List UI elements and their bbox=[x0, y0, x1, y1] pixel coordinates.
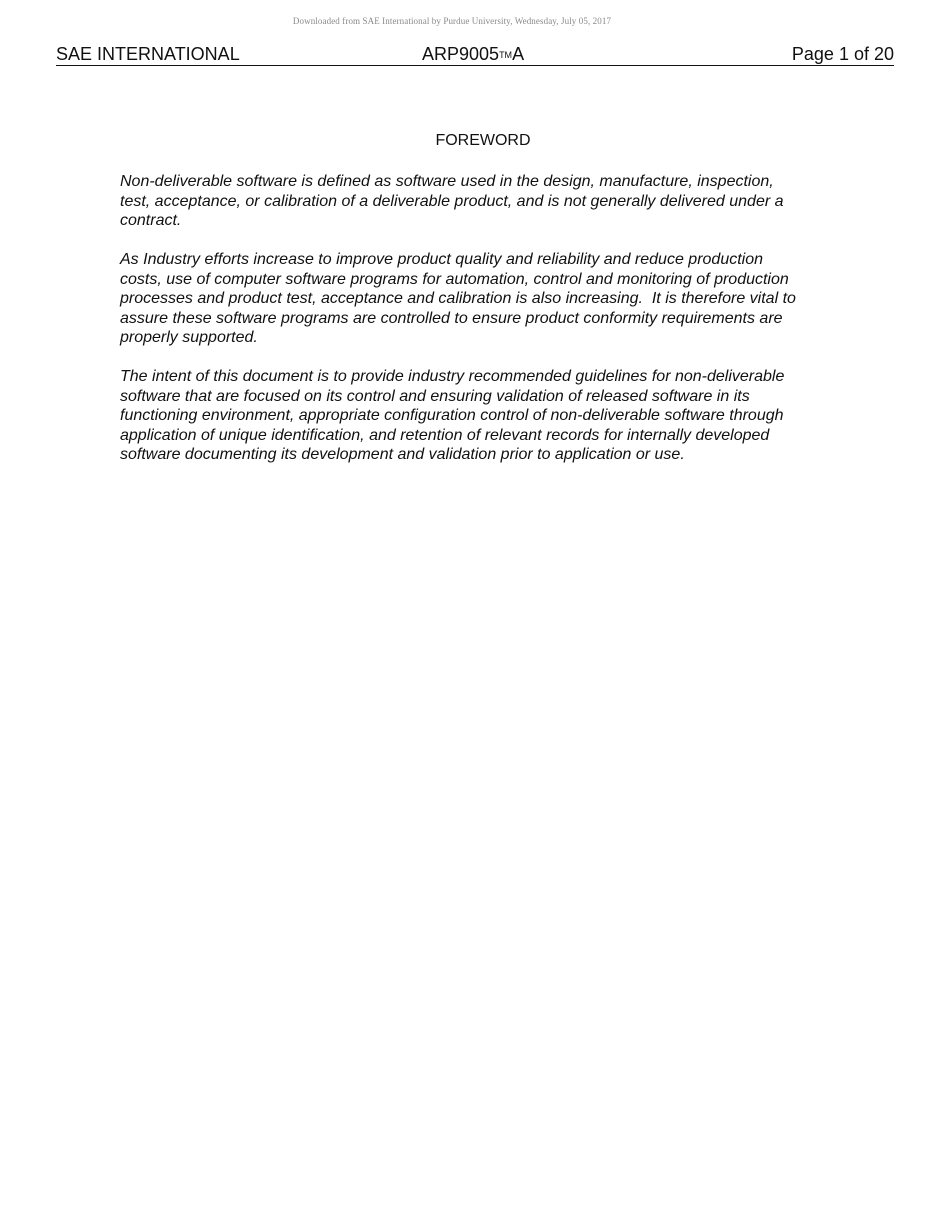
running-header bbox=[56, 44, 894, 66]
paragraph-line: Non-deliverable software is defined as software used in the design, manufacture, inspection, bbox=[120, 173, 774, 190]
paragraph-line: functioning environment, appropriate configuration control of non-deliverable software through bbox=[120, 407, 784, 424]
trademark-mark: TM bbox=[499, 50, 513, 60]
foreword-heading: FOREWORD bbox=[435, 132, 531, 149]
document-number-base: ARP9005 bbox=[422, 44, 500, 64]
paragraph-line: software that are focused on its control and ensuring validation of released software in its bbox=[120, 387, 750, 405]
paragraph-line: processes and product test, acceptance and calibration is also increasing. It is therefore vital to bbox=[120, 290, 796, 307]
paragraph-line: application of unique identification, and retention of relevant records for internally developed bbox=[120, 426, 770, 444]
publisher-name: SAE INTERNATIONAL bbox=[56, 44, 240, 64]
document-number bbox=[422, 44, 524, 66]
paragraph-line: software documenting its development and validation prior to application or use. bbox=[120, 446, 685, 463]
paragraph-line: assure these software programs are controlled to ensure product conformity requirements are bbox=[120, 309, 783, 327]
document-revision: A bbox=[512, 44, 525, 64]
paragraph-line: contract. bbox=[120, 212, 182, 229]
foreword-paragraph-2 bbox=[120, 250, 850, 348]
paragraph-line: As Industry efforts increase to improve product quality and reliability and reduce production bbox=[120, 251, 764, 268]
download-watermark: Downloaded from SAE International by Purdue University, Wednesday, July 05, 2017 bbox=[292, 16, 612, 26]
paragraph-line: properly supported. bbox=[120, 329, 258, 346]
foreword-paragraph-1 bbox=[120, 172, 850, 231]
paragraph-line: costs, use of computer software programs for automation, control and monitoring of production bbox=[120, 270, 789, 288]
page-number: Page 1 of 20 bbox=[791, 44, 894, 64]
paragraph-line: test, acceptance, or calibration of a deliverable product, and is not generally delivered under a bbox=[120, 192, 784, 210]
foreword-paragraph-3 bbox=[120, 367, 850, 465]
paragraph-line: The intent of this document is to provide industry recommended guidelines for non-deliverable bbox=[120, 368, 785, 385]
